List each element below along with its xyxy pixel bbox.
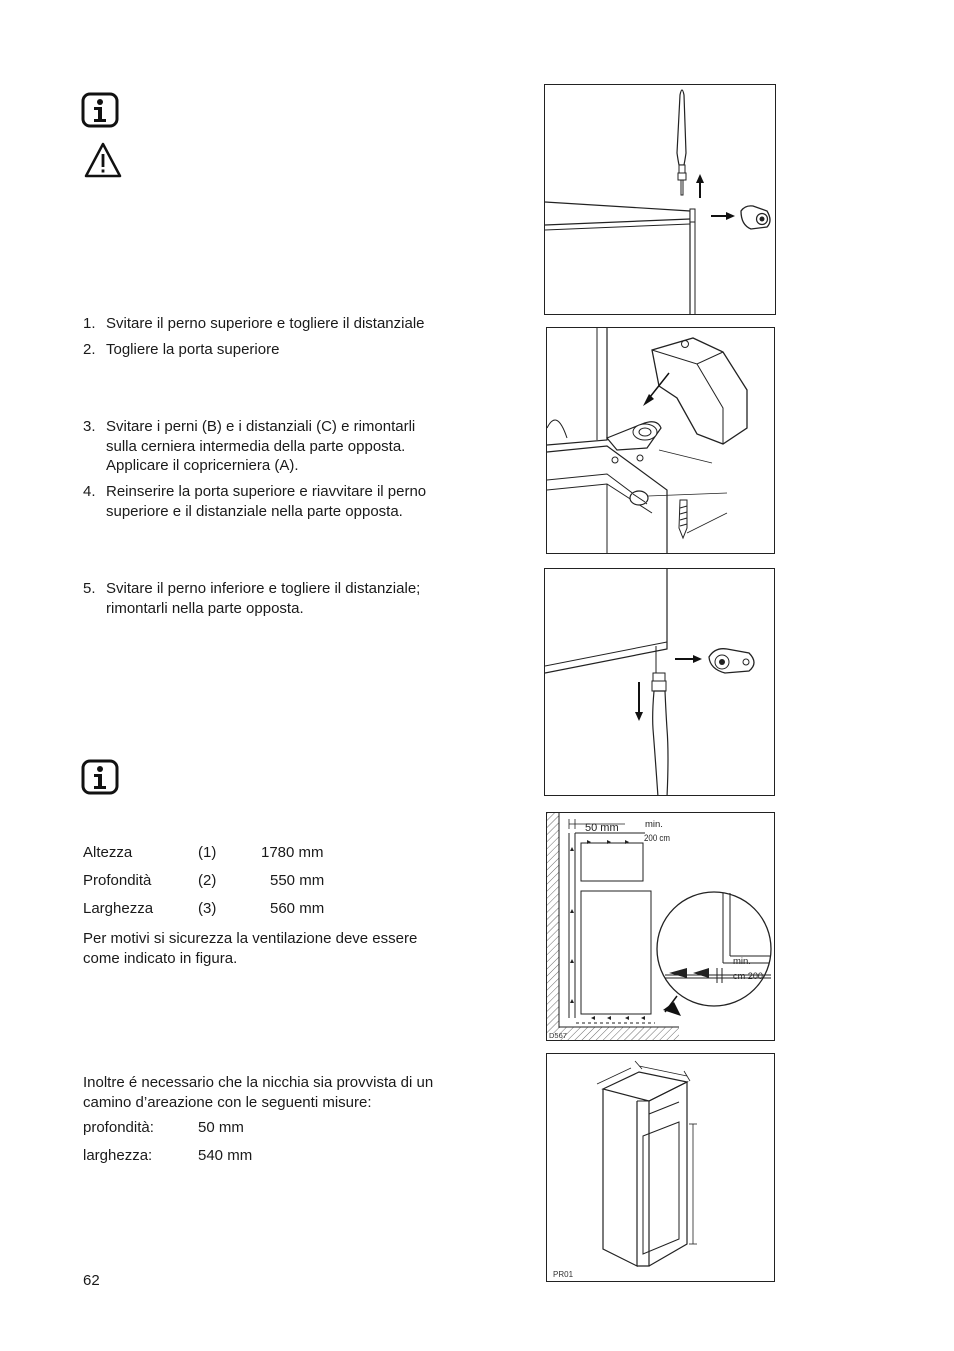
dimension-row-width (83, 900, 383, 920)
step-5 (83, 579, 463, 618)
info-icon (81, 759, 119, 795)
vent-detail-min-label: min. (733, 956, 751, 967)
chimney-value: 540 mm (198, 1147, 253, 1164)
step-number: 5. (83, 580, 96, 597)
dimension-value: 560 mm (270, 900, 325, 917)
step-4 (83, 482, 463, 521)
vent-top-area-label: 200 cm (644, 833, 671, 844)
warning-icon (83, 141, 123, 179)
step-number: 2. (83, 341, 96, 358)
dimension-label: Profondità (83, 872, 152, 889)
dimension-ref: (1) (198, 844, 217, 861)
page-number: 62 (83, 1272, 100, 1289)
figure-code: D567 (549, 1031, 567, 1040)
figure-hinge (546, 327, 775, 554)
chimney-label: profondità: (83, 1119, 154, 1136)
chimney-value: 50 mm (198, 1119, 244, 1136)
info-icon (81, 92, 119, 128)
figure-lower-pin (544, 568, 775, 796)
step-text: Svitare il perno superiore e togliere il distanziale (106, 315, 425, 332)
dimension-label: Larghezza (83, 900, 154, 917)
ventilation-note: Per motivi si sicurezza la ventilazione deve essere come indicato in figura. (83, 930, 418, 967)
step-2 (83, 340, 463, 360)
dimension-row-depth (83, 872, 383, 892)
dimension-ref: (2) (198, 872, 217, 889)
step-number: 1. (83, 315, 96, 332)
figure-upper-pin (544, 84, 776, 315)
vent-top-label: min. (645, 819, 663, 830)
step-3 (83, 417, 455, 476)
niche-note: Inoltre é necessario che la nicchia sia provvista di un camino d’areazione con le seguenti misure: (83, 1074, 434, 1111)
dimension-row-height (83, 844, 383, 864)
step-text: Togliere la porta superiore (106, 341, 280, 358)
dimension-value: 1780 mm (261, 844, 324, 861)
step-text: Reinserire la porta superiore e riavvitare il perno superiore e il distanziale nella parte opposta. (106, 483, 427, 520)
chimney-row-depth (83, 1119, 383, 1139)
figure-code: PR01 (553, 1270, 574, 1279)
gap-label: 50 mm (585, 822, 619, 834)
chimney-row-width (83, 1147, 383, 1167)
figure-niche (546, 1053, 775, 1282)
step-number: 4. (83, 483, 96, 500)
dimension-ref: (3) (198, 900, 217, 917)
step-text: Svitare il perno inferiore e togliere il distanziale; rimontarli nella parte opposta. (106, 580, 421, 617)
step-number: 3. (83, 418, 96, 435)
step-text: Svitare i perni (B) e i distanziali (C) e rimontarli sulla cerniera intermedia della parte opposta. Applicare il copricerniera (A). (106, 418, 416, 474)
figure-ventilation (546, 812, 775, 1041)
vent-detail-area-label: cm 200 (733, 971, 763, 982)
step-1 (83, 314, 463, 334)
chimney-label: larghezza: (83, 1147, 153, 1164)
dimension-label: Altezza (83, 844, 133, 861)
dimension-value: 550 mm (270, 872, 325, 889)
